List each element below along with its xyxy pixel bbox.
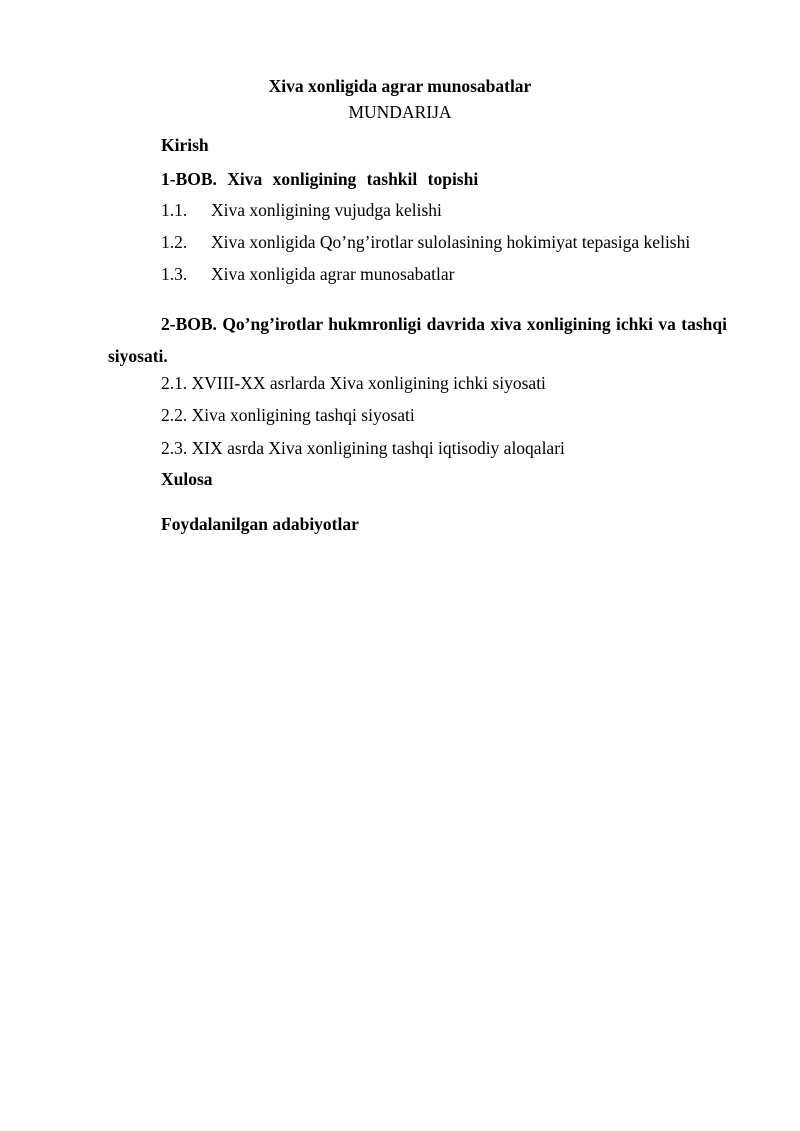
chapter2-title: 2-BOB. Qo’ng’irotlar hukmronligi davrida xiva xonligining ichki va tashqi siyosati. <box>108 314 727 366</box>
section-title: Xiva xonligida Qo’ng’irotlar sulolasining hokimiyat tepasiga kelishi <box>211 232 691 252</box>
section-title: Xiva xonligining vujudga kelishi <box>211 200 442 220</box>
section-2-3: 2.3. XIX asrda Xiva xonligining tashqi iqtisodiy aloqalari <box>161 438 565 458</box>
introduction-entry: Kirish <box>161 135 209 155</box>
section-title: Xiva xonligida agrar munosabatlar <box>211 264 455 284</box>
contents-heading: MUNDARIJA <box>348 102 452 122</box>
references-entry: Foydalanilgan adabiyotlar <box>161 514 359 534</box>
section-1-2 <box>161 234 690 252</box>
section-number: 1.3. <box>161 264 188 284</box>
section-number: 1.1. <box>161 200 188 220</box>
section-2-2: 2.2. Xiva xonligining tashqi siyosati <box>161 405 415 425</box>
document-title: Xiva xonligida agrar munosabatlar <box>268 76 532 96</box>
conclusion-entry: Xulosa <box>161 469 213 489</box>
section-2-1: 2.1. XVIII-XX asrlarda Xiva xonligining ichki siyosati <box>161 373 546 393</box>
section-number: 1.2. <box>161 232 188 252</box>
section-1-3 <box>161 266 454 284</box>
section-1-1 <box>161 202 442 220</box>
chapter1-title: 1-BOB. Xiva xonligining tashkil topishi <box>161 169 479 189</box>
